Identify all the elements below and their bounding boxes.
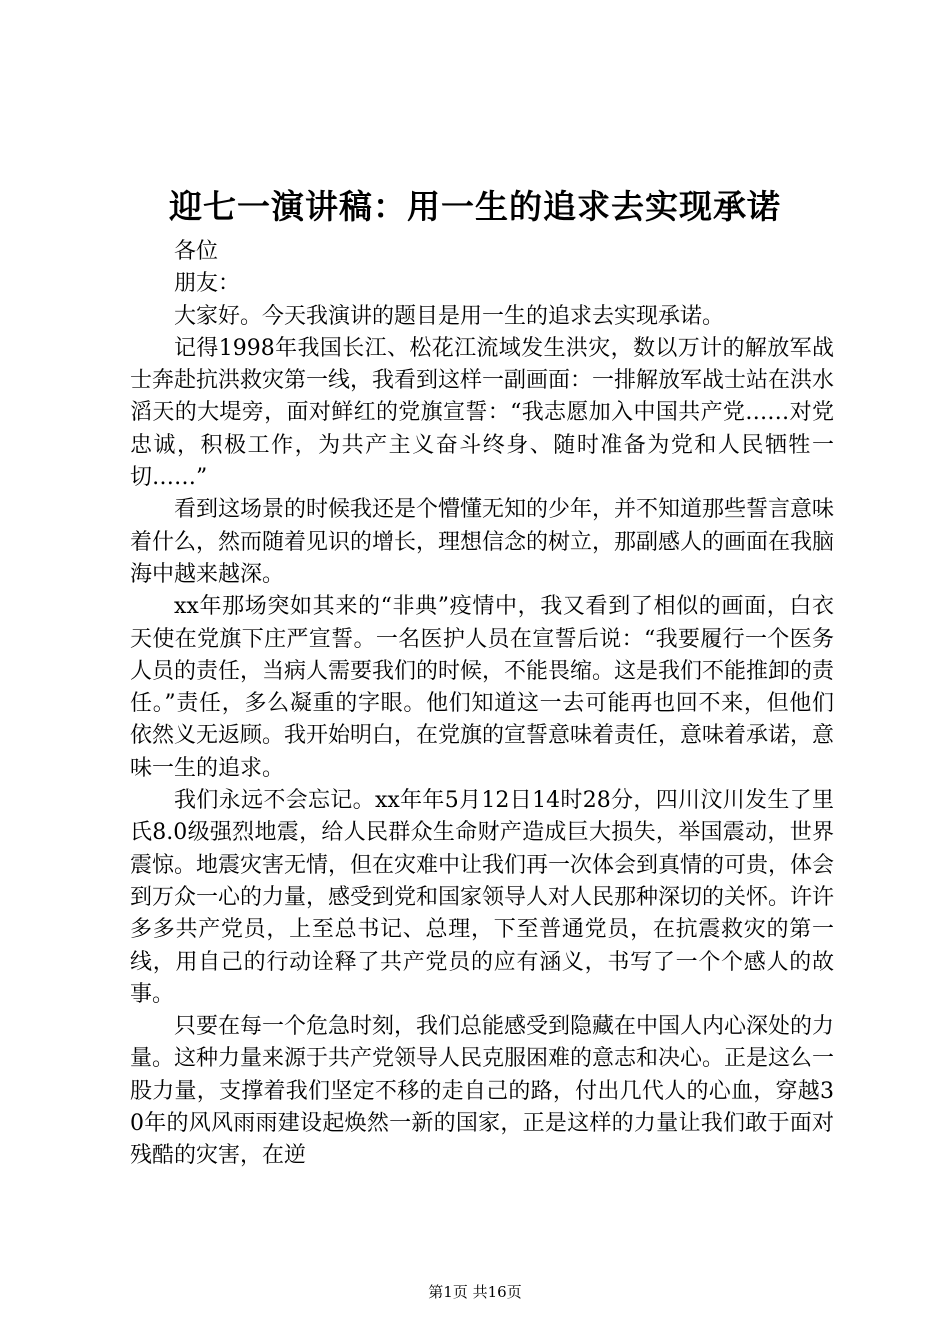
paragraph-intro: 大家好。今天我演讲的题目是用一生的追求去实现承诺。 (174, 303, 725, 329)
paragraph-1998-flood: 记得1998年我国长江、松花江流域发生洪灾，数以万计的解放军战士奔赴抗洪救灾第一线，我看到这样一副画面：一排解放军战士站在洪水滔天的大堤旁，面对鲜红的党旗宣誓：“我志愿加入中国共产党……对党忠诚，积极工作，为共产主义奋斗终身、随时准备为党和人民牺牲一切……” (130, 335, 835, 491)
page-number-footer: 第1页 共16页 (428, 1283, 522, 1301)
document-body (130, 236, 834, 1173)
document-title: 迎七一演讲稿：用一生的追求去实现承诺 (169, 187, 781, 226)
paragraph-greeting-2: 朋友： (174, 271, 241, 297)
paragraph-sars: xx年那场突如其来的“非典”疫情中，我又看到了相似的画面，白衣天使在党旗下庄严宣誓。一名医护人员在宣誓后说：“我要履行一个医务人员的责任，当病人需要我们的时候，不能畏缩。这是我们不能推卸的责任。”责任，多么凝重的字眼。他们知道这一去可能再也回不来，但他们依然义无返顾。我开始明白，在党旗的宣誓意味着责任，意味着承诺，意味一生的追求。 (130, 594, 835, 781)
paragraph-earthquake: 我们永远不会忘记。xx年年5月12日14时28分，四川汶川发生了里氏8.0级强烈地震，给人民群众生命财产造成巨大损失，举国震动，世界震惊。地震灾害无情，但在灾难中让我们再一次体会到真情的可贵，体会到万众一心的力量，感受到党和国家领导人对人民那种深切的关怀。许许多多共产党员，上至总书记、总理，下至普通党员，在抗震救灾的第一线，用自己的行动诠释了共产党员的应有涵义，书写了一个个感人的故事。 (130, 788, 835, 1007)
paragraph-greeting-1: 各位 (174, 239, 219, 264)
paragraph-strength: 只要在每一个危急时刻，我们总能感受到隐藏在中国人内心深处的力量。这种力量来源于共产党领导人民克服困难的意志和决心。正是这么一股力量，支撑着我们坚定不移的走自己的路，付出几代人的心血，穿越30年的风风雨雨建设起焕然一新的国家，正是这样的力量让我们敢于面对残酷的灾害，在逆 (130, 1014, 835, 1169)
paragraph-memory: 看到这场景的时候我还是个懵懂无知的少年，并不知道那些誓言意味着什么，然而随着见识的增长，理想信念的树立，那副感人的画面在我脑海中越来越深。 (130, 497, 835, 587)
